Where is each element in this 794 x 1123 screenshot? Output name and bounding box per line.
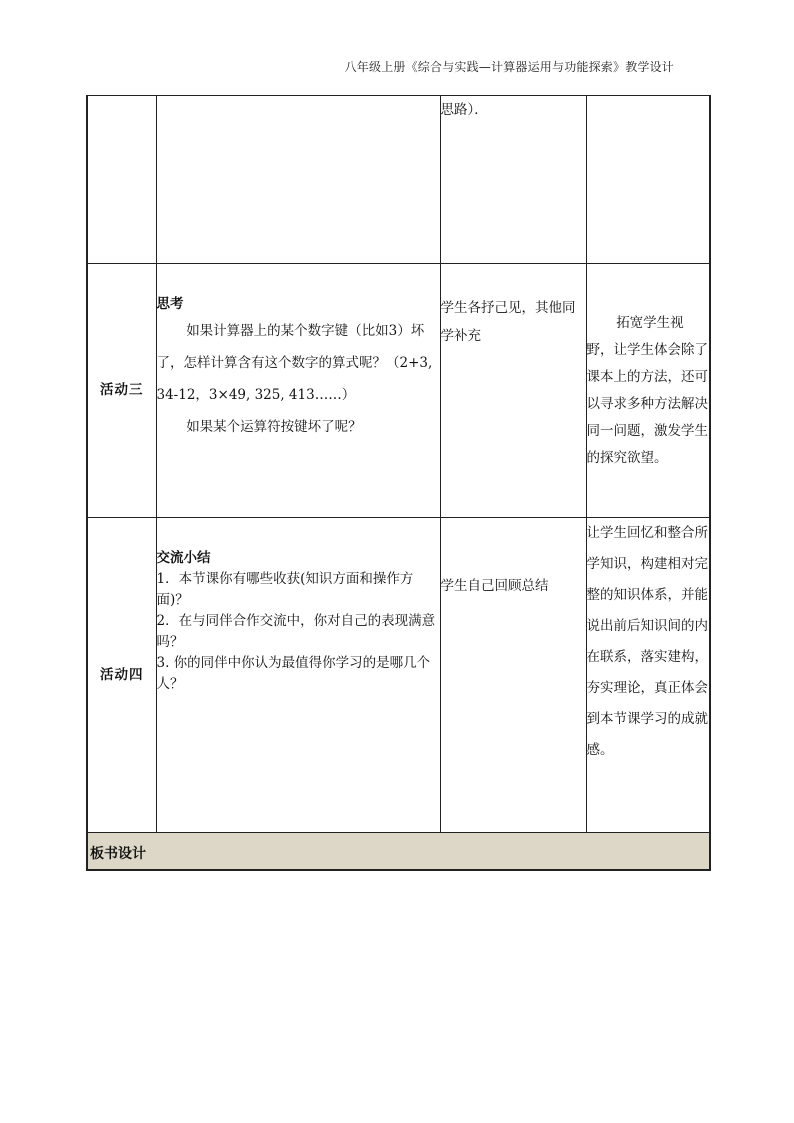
activity3-student <box>440 264 586 518</box>
activity4-label-cell <box>87 518 156 833</box>
activity4-intent <box>586 518 710 833</box>
activity3-intent-text: 拓宽学生视野，让学生体会除了课本上的方法，还可以寻求多种方法解决同一问题，激发学生的探究欲望。 <box>586 314 708 466</box>
student-activity-text: 思路）． <box>440 102 488 118</box>
activity3-para1: 如果计算器上的某个数字键（比如3）坏了，怎样计算含有这个数字的算式呢？（2+3, 34-12，3×49, 325, 413……） <box>156 323 433 403</box>
activity3-student-text: 学生各抒己见，其他同学补充 <box>440 300 576 344</box>
activity3-title: 思考 <box>156 296 184 312</box>
activity3-content <box>156 264 440 518</box>
teacher-content-empty <box>156 96 440 264</box>
activity4-content <box>156 518 440 833</box>
activity3-label: 活动三 <box>100 382 144 398</box>
row-label-empty <box>87 96 156 264</box>
activity4-item-2: 2．在与同伴合作交流中，你对自己的表现满意吗？ <box>156 613 436 650</box>
board-design-label: 板书设计 <box>90 846 146 862</box>
activity4-label: 活动四 <box>100 666 144 683</box>
page-header: 八年级上册《综合与实践—计算器运用与功能探索》教学设计 <box>344 60 674 74</box>
activity4-title: 交流小结 <box>156 550 211 566</box>
activity4-item-1: 1．本节课你有哪些收获(知识方面和操作方面)？ <box>156 571 414 608</box>
table-row-continued <box>87 96 710 264</box>
activity4-item-3: 3. 你的同伴中你认为最值得你学习的是哪几个人？ <box>156 655 431 692</box>
activity3-para2: 如果某个运算符按键坏了呢？ <box>186 419 362 435</box>
student-activity-cell <box>440 96 586 264</box>
activity4-student <box>440 518 586 833</box>
board-design-row <box>86 832 711 871</box>
lesson-plan-table <box>86 95 711 833</box>
activity4-student-text: 学生自己回顾总结 <box>440 578 549 594</box>
table-row-activity4 <box>87 518 710 833</box>
activity4-intent-text: 让学生回忆和整合所学知识，构建相对完整的知识体系，并能说出前后知识间的内在联系，落实建构，夯实理论，真正体会到本节课学习的成就感。 <box>586 525 708 758</box>
table-row-activity3 <box>87 264 710 518</box>
activity3-intent <box>586 264 710 518</box>
intent-empty <box>586 96 710 264</box>
activity3-label-cell <box>87 264 156 518</box>
